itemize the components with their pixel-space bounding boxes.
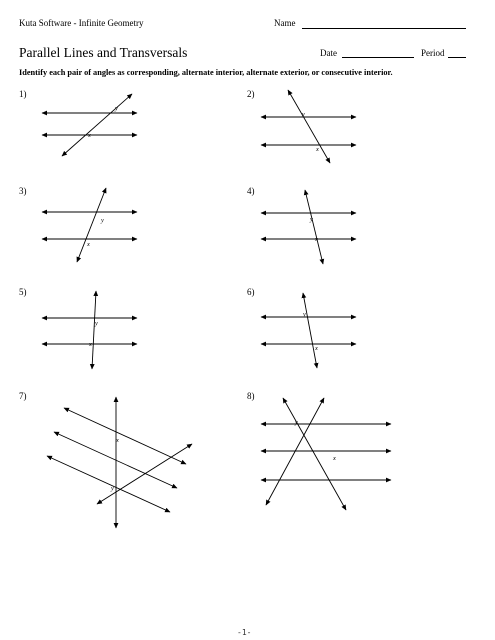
angle-label: y (111, 485, 114, 492)
angle-label: x (116, 437, 119, 444)
transversal-line (62, 94, 132, 156)
angle-label: x (88, 132, 91, 139)
problem-number-6: 6) (247, 287, 255, 297)
angle-label: x (87, 241, 90, 248)
problem-number-7: 7) (19, 391, 27, 401)
problem-number-4: 4) (247, 186, 255, 196)
parallel-line (64, 408, 186, 464)
page-number: -1- (237, 628, 252, 637)
problem-number-1: 1) (19, 89, 27, 99)
diagram-2 (261, 90, 356, 163)
problem-number-8: 8) (247, 391, 255, 401)
angle-label: y (115, 105, 118, 112)
transversal-line (97, 444, 192, 504)
date-label: Date (320, 48, 337, 58)
diagram-3 (42, 188, 137, 262)
transversal-line (77, 188, 106, 262)
transversal-line (303, 293, 317, 368)
transversal-line (266, 398, 324, 505)
angle-label: x (315, 236, 318, 243)
parallel-line (47, 456, 170, 512)
problem-number-2: 2) (247, 89, 255, 99)
diagram-4 (261, 190, 356, 264)
diagram-8 (261, 398, 391, 510)
transversal-line (92, 291, 96, 369)
diagram-6 (261, 293, 356, 368)
angle-label: x (333, 455, 336, 462)
diagram-1 (42, 94, 137, 156)
angle-label: x (316, 146, 319, 153)
angle-label: y (302, 111, 305, 118)
problem-number-5: 5) (19, 287, 27, 297)
transversal-line (305, 190, 323, 264)
name-label: Name (274, 18, 296, 28)
diagram-5 (42, 291, 137, 369)
instructions: Identify each pair of angles as corresponding, alternate interior, alternate exterior, or consecutive interior. (19, 68, 393, 77)
problem-number-3: 3) (19, 186, 27, 196)
angle-label: y (310, 216, 313, 223)
software-label: Kuta Software - Infinite Geometry (19, 18, 144, 28)
period-label: Period (421, 48, 445, 58)
transversal-line (288, 90, 330, 163)
angle-label: x (89, 341, 92, 348)
angle-label: y (101, 217, 104, 224)
angle-label: y (295, 419, 298, 426)
page-title: Parallel Lines and Transversals (19, 45, 188, 60)
diagram-7 (47, 397, 192, 528)
angle-label: y (303, 311, 306, 318)
angle-label: x (315, 345, 318, 352)
angle-label: y (95, 320, 98, 327)
